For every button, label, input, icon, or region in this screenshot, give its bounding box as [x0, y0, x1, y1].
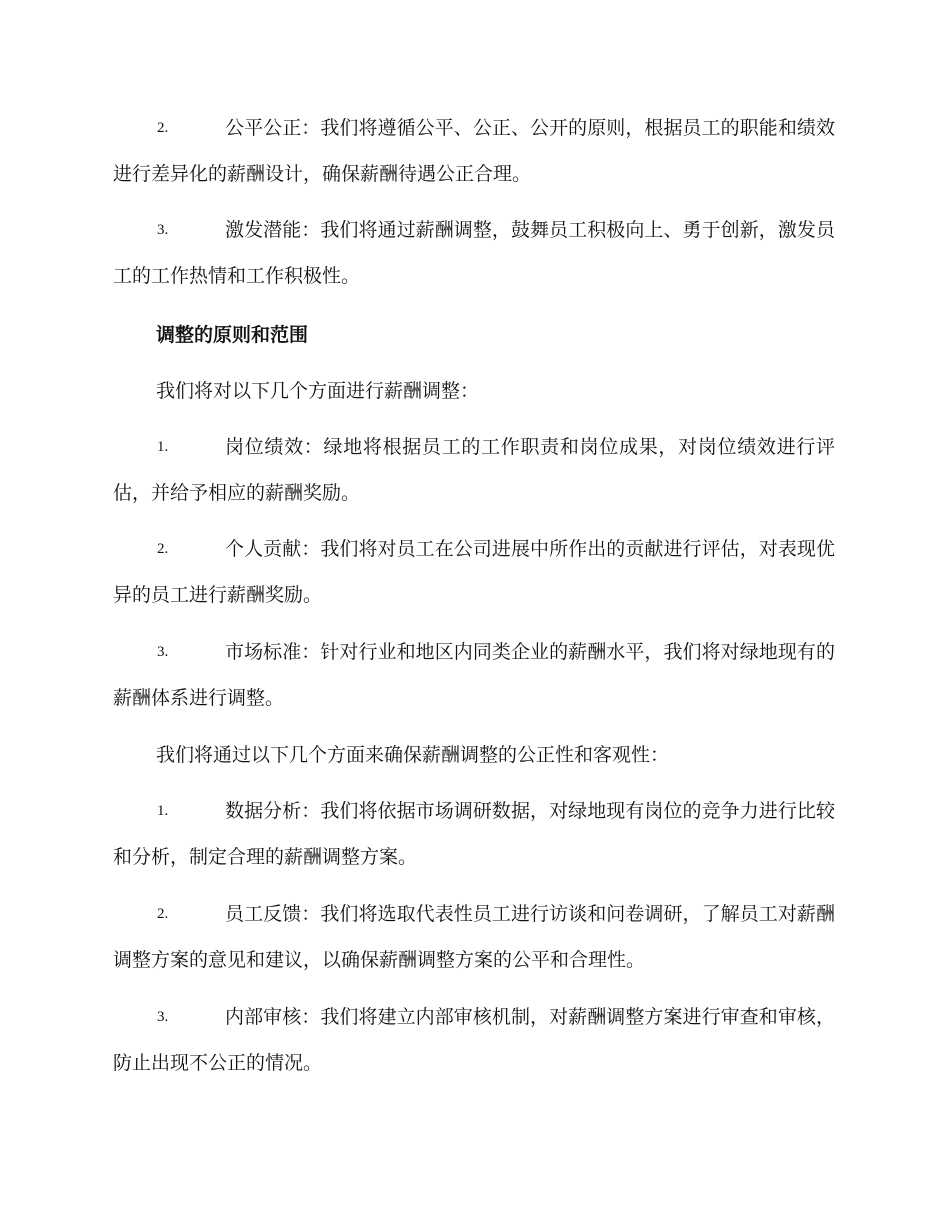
- list-item: [113, 208, 835, 299]
- section-heading: 调整的原则和范围: [156, 324, 309, 346]
- list-item-text: 岗位绩效：绿地将根据员工的工作职责和岗位成果，对岗位绩效进行评估，并给予相应的薪酬奖励。: [113, 436, 835, 504]
- list-item-text: 激发潜能：我们将通过薪酬调整，鼓舞员工积极向上、勇于创新，激发员工的工作热情和工作积极性。: [113, 219, 835, 287]
- list-item: [113, 892, 835, 983]
- list-item: [113, 425, 835, 516]
- list-item: [113, 527, 835, 618]
- list-number: 1.: [157, 439, 169, 455]
- list-item-text: 员工反馈：我们将选取代表性员工进行访谈和问卷调研，了解员工对薪酬调整方案的意见和建议，以确保薪酬调整方案的公平和合理性。: [113, 903, 835, 971]
- list-item: [113, 789, 835, 880]
- list-item-text: 公平公正：我们将遵循公平、公正、公开的原则，根据员工的职能和绩效进行差异化的薪酬设计，确保薪酬待遇公正合理。: [113, 117, 835, 185]
- list-number: 2.: [157, 906, 169, 922]
- list-item-text: 个人贡献：我们将对员工在公司进展中所作出的贡献进行评估，对表现优异的员工进行薪酬奖励。: [113, 538, 835, 606]
- list-number: 3.: [157, 644, 169, 660]
- list-item-text: 市场标准：针对行业和地区内同类企业的薪酬水平，我们将对绿地现有的薪酬体系进行调整。: [113, 641, 835, 709]
- list-number: 3.: [157, 222, 169, 238]
- list-item-text: 数据分析：我们将依据市场调研数据，对绿地现有岗位的竞争力进行比较和分析，制定合理的薪酬调整方案。: [113, 800, 835, 868]
- list-item: [113, 630, 835, 721]
- list-number: 2.: [157, 541, 169, 557]
- intro-paragraph: 我们将通过以下几个方面来确保薪酬调整的公正性和客观性：: [156, 744, 670, 766]
- list-item: [113, 995, 835, 1086]
- list-number: 3.: [157, 1009, 169, 1025]
- intro-paragraph: 我们将对以下几个方面进行薪酬调整：: [156, 380, 480, 402]
- list-item: [113, 106, 835, 197]
- list-item-text: 内部审核：我们将建立内部审核机制，对薪酬调整方案进行审查和审核，防止出现不公正的情况。: [113, 1006, 835, 1074]
- list-number: 2.: [157, 120, 169, 136]
- list-number: 1.: [157, 803, 169, 819]
